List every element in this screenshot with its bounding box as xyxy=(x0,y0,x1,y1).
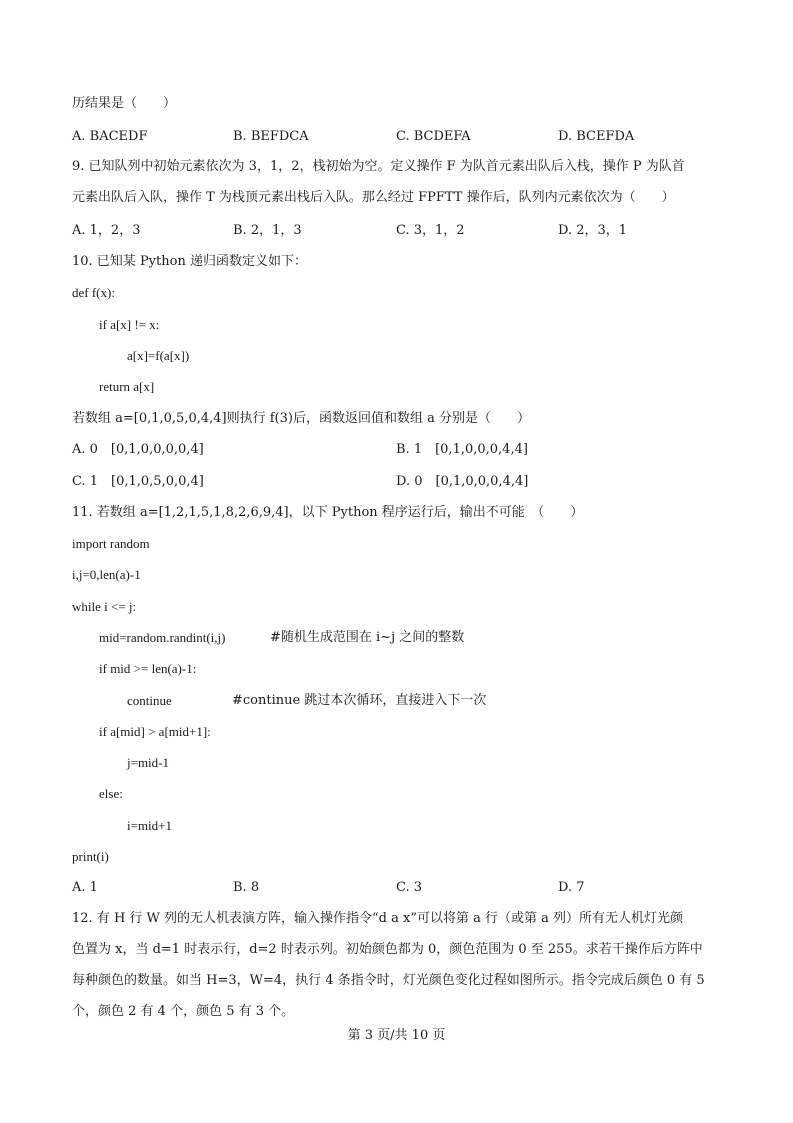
q8-stem-tail: 历结果是（ ） xyxy=(72,96,177,111)
q11-code-line: i,j=0,len(a)-1 xyxy=(72,567,141,582)
q11-code-line: mid=random.randint(i,j) xyxy=(99,630,226,645)
q11-option-a: A. 1 xyxy=(72,880,98,895)
q11-code-line: j=mid-1 xyxy=(127,755,169,770)
q9-option-d: D. 2，3，1 xyxy=(558,223,628,238)
q12-stem-line1: 12. 有 H 行 W 列的无人机表演方阵，输入操作指令“d a x”可以将第 a 行（或第 a 列）所有无人机灯光颜 xyxy=(72,911,684,926)
q10-option-d: D. 0 [0,1,0,0,0,4,4] xyxy=(396,474,529,489)
q11-code-line: print(i) xyxy=(72,849,109,864)
q12-stem-line3: 每种颜色的数量。如当 H=3，W=4，执行 4 条指令时，灯光颜色变化过程如图所示。指令完成后颜色 0 有 5 xyxy=(72,973,705,988)
q8-option-b: B. BEFDCA xyxy=(233,129,309,144)
q11-option-b: B. 8 xyxy=(233,880,260,895)
q10-code-line: return a[x] xyxy=(99,379,155,394)
q12-stem-line2: 色置为 x，当 d=1 时表示行，d=2 时表示列。初始颜色都为 0，颜色范围为 0 至 255。求若干操作后方阵中 xyxy=(72,942,703,957)
q12-stem-line4: 个，颜色 2 有 4 个，颜色 5 有 3 个。 xyxy=(72,1004,295,1019)
q11-code-line: else: xyxy=(99,786,123,801)
q8-option-a: A. BACEDF xyxy=(72,129,148,144)
q11-code-comment: #continue 跳过本次循环，直接进入下一次 xyxy=(232,693,487,708)
q10-option-a: A. 0 [0,1,0,0,0,0,4] xyxy=(72,442,204,457)
q10-option-b: B. 1 [0,1,0,0,0,4,4] xyxy=(396,442,528,457)
q10-code-line: a[x]=f(a[x]) xyxy=(127,348,190,363)
q11-code-comment: #随机生成范围在 i~j 之间的整数 xyxy=(270,630,465,645)
q11-code-line: i=mid+1 xyxy=(127,818,172,833)
q8-option-c: C. BCDEFA xyxy=(396,129,471,144)
q10-code-line: def f(x): xyxy=(72,285,115,300)
q11-option-c: C. 3 xyxy=(396,880,423,895)
q11-stem: 11. 若数组 a=[1,2,1,5,1,8,2,6,9,4]，以下 Python 程序运行后，输出不可能 （ ） xyxy=(72,505,584,520)
q11-option-d: D. 7 xyxy=(558,880,585,895)
q11-code-line: if mid >= len(a)-1: xyxy=(99,661,197,676)
q9-option-a: A. 1，2，3 xyxy=(72,223,141,238)
page-footer: 第 3 页/共 10 页 xyxy=(347,1028,446,1043)
q11-code-line: import random xyxy=(72,536,150,551)
q10-stem: 10. 已知某 Python 递归函数定义如下： xyxy=(72,254,307,269)
q11-code-line: continue xyxy=(127,693,172,708)
q11-code-line: if a[mid] > a[mid+1]: xyxy=(99,724,211,739)
q9-option-b: B. 2，1，3 xyxy=(233,223,302,238)
q9-stem-line1: 9. 已知队列中初始元素依次为 3，1，2，栈初始为空。定义操作 F 为队首元素出队后入栈，操作 P 为队首 xyxy=(72,159,685,174)
q10-code-line: if a[x] != x: xyxy=(99,317,160,332)
q9-option-c: C. 3，1，2 xyxy=(396,223,465,238)
q8-option-d: D. BCEFDA xyxy=(558,129,635,144)
q9-stem-line2: 元素出队后入队，操作 T 为栈顶元素出栈后入队。那么经过 FPFTT 操作后，队列内元素依次为（ ） xyxy=(72,190,675,205)
q10-option-c: C. 1 [0,1,0,5,0,0,4] xyxy=(72,474,204,489)
q11-code-line: while i <= j: xyxy=(72,599,137,614)
q10-question: 若数组 a=[0,1,0,5,0,4,4]则执行 f(3)后，函数返回值和数组 a 分别是（ ） xyxy=(72,411,530,426)
